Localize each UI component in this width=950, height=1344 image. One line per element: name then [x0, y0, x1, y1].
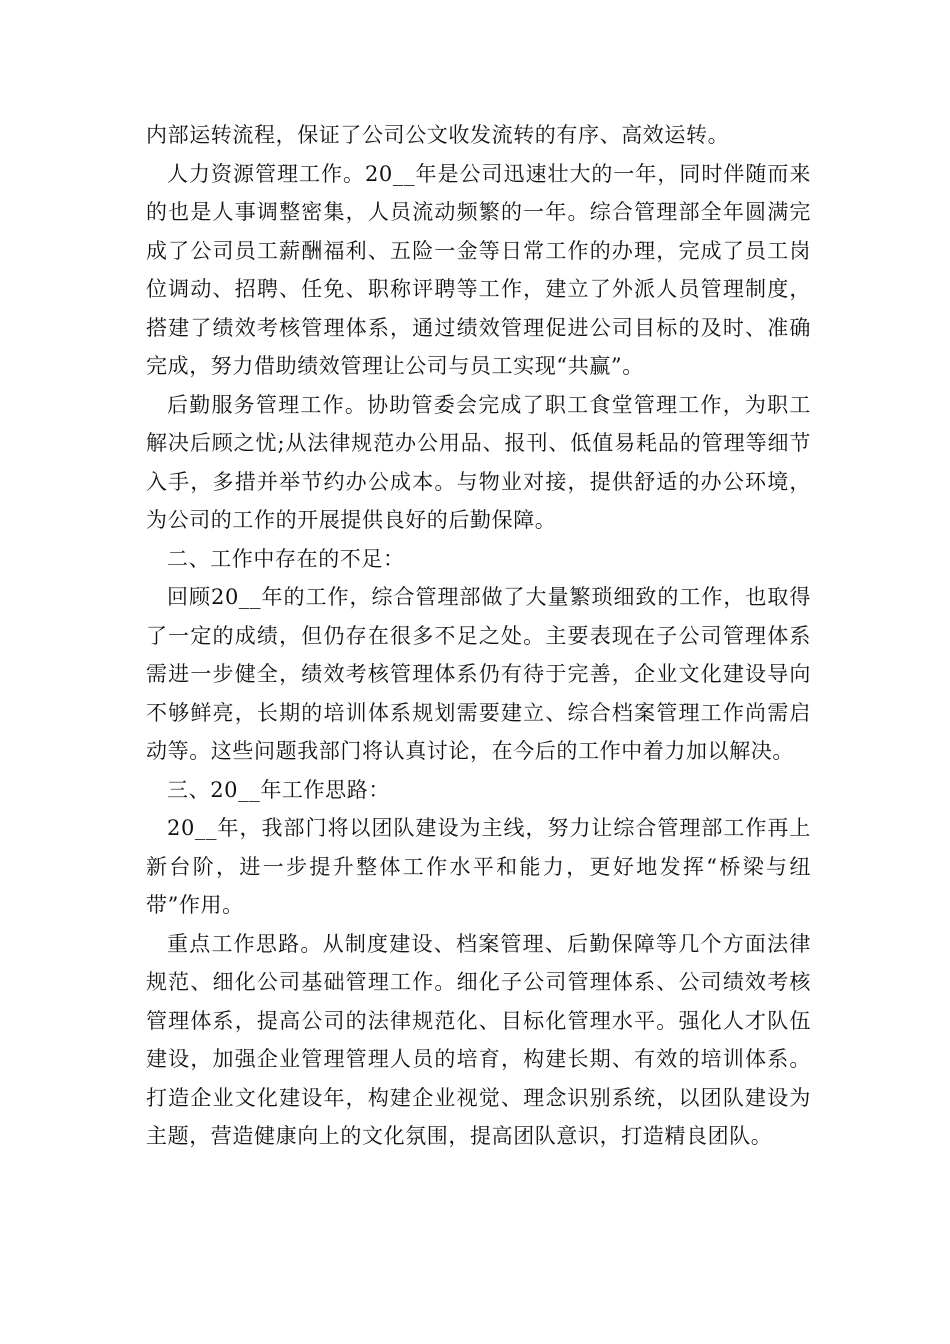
paragraph-hr-management: 人力资源管理工作。20__年是公司迅速壮大的一年，同时伴随而来的也是人事调整密集，人员流动频繁的一年。综合管理部全年圆满完成了公司员工薪酬福利、五险一金等日常工作的办理，完成了员工岗位调动、招聘、任免、职称评聘等工作，建立了外派人员管理制度，搭建了绩效考核管理体系，通过绩效管理促进公司目标的及时、准确完成，努力借助绩效管理让公司与员工实现“共赢”。 — [146, 161, 811, 378]
paragraph-key-ideas: 重点工作思路。从制度建设、档案管理、后勤保障等几个方面法律规范、细化公司基础管理工作。细化子公司管理体系、公司绩效考核管理体系，提高公司的法律规范化、目标化管理水平。强化人才队伍建设，加强企业管理管理人员的培育，构建长期、有效的培训体系。打造企业文化建设年，构建企业视觉、理念识别系统，以团队建设为主题，营造健康向上的文化氛围，提高团队意识，打造精良团队。 — [146, 931, 811, 1148]
section-heading-shortcomings: 二、工作中存在的不足： — [167, 546, 405, 571]
paragraph-logistics-management: 后勤服务管理工作。协助管委会完成了职工食堂管理工作，为职工解决后顾之忧;从法律规范办公用品、报刊、低值易耗品的管理等细节入手，多措并举节约办公成本。与物业对接，提供舒适的办公环境，为公司的工作的开展提供良好的后勤保障。 — [146, 392, 811, 532]
document-body — [146, 116, 811, 1156]
paragraph-internal-process: 内部运转流程，保证了公司公文收发流转的有序、高效运转。 — [146, 123, 730, 147]
section-heading-work-plan: 三、20__年工作思路： — [167, 777, 390, 802]
paragraph-work-plan: 20__年，我部门将以团队建设为主线，努力让综合管理部工作再上新台阶，进一步提升整体工作水平和能力，更好地发挥“桥梁与纽带”作用。 — [146, 816, 811, 917]
paragraph-shortcomings: 回顾20__年的工作，综合管理部做了大量繁琐细致的工作，也取得了一定的成绩，但仍存在很多不足之处。主要表现在子公司管理体系需进一步健全，绩效考核管理体系仍有待于完善，企业文化建设导向不够鲜亮，长期的培训体系规划需要建立、综合档案管理工作尚需启动等。这些问题我部门将认真讨论，在今后的工作中着力加以解决。 — [146, 585, 811, 763]
